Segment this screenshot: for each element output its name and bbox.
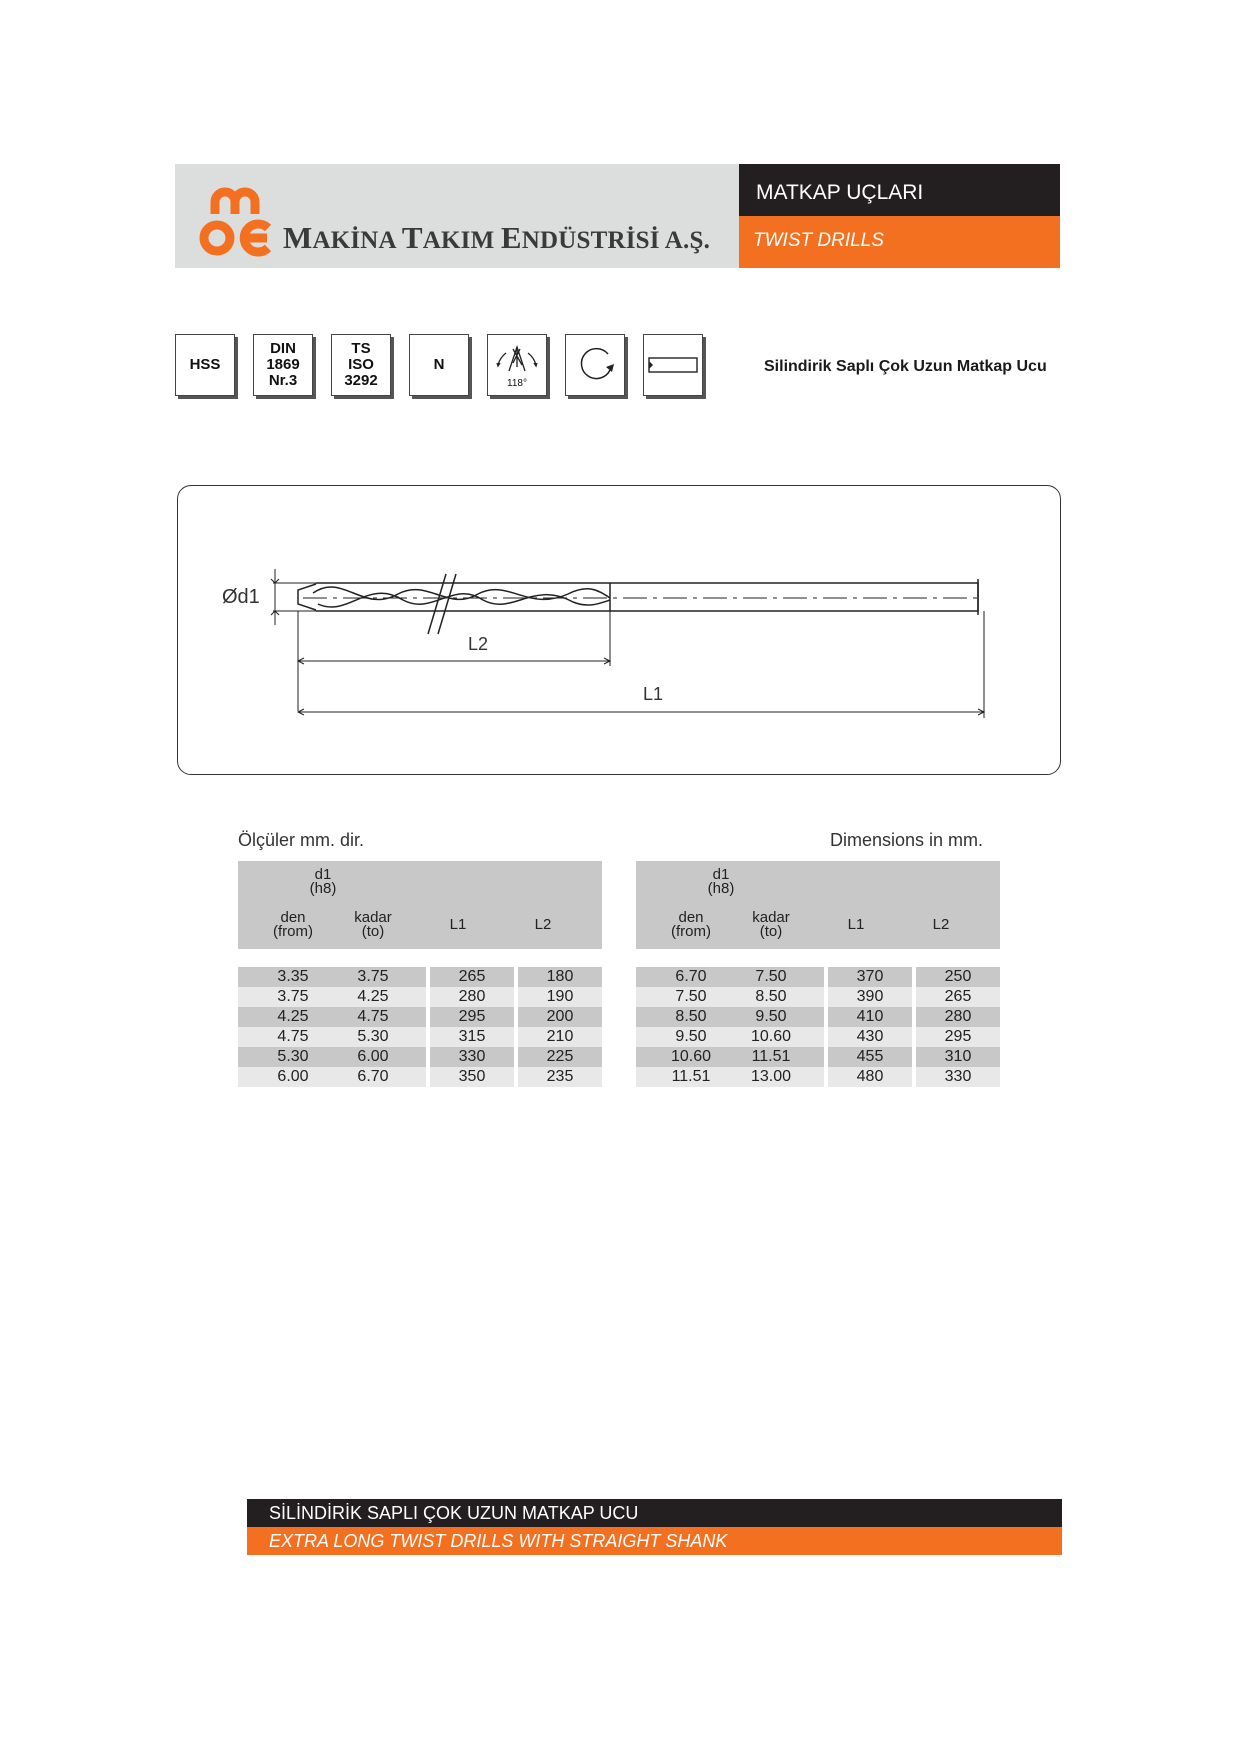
table-row [636, 1047, 1000, 1067]
cell-diameter-range [636, 987, 824, 1007]
cell-diameter-range [636, 967, 824, 987]
cell-l1: 410 [828, 1007, 912, 1027]
dimension-table-right [636, 861, 1000, 1087]
table-header [238, 861, 602, 949]
cell-from: 7.50 [675, 988, 707, 1005]
straight-shank-icon [647, 353, 699, 377]
title-turkish: MATKAP UÇLARI [739, 164, 1060, 216]
header-l1: L1 [449, 916, 467, 933]
table-row [636, 987, 1000, 1007]
cell-to: 6.70 [357, 1068, 389, 1085]
dimension-table-left [238, 861, 602, 1087]
header-to-en: (to) [759, 923, 783, 940]
cell-l1: 330 [430, 1047, 514, 1067]
table-row [238, 967, 602, 987]
spec-type: N [409, 334, 469, 396]
cell-diameter-range [636, 1067, 824, 1087]
header-to-en: (to) [361, 923, 385, 940]
header-d1: d1 [314, 866, 332, 883]
header-l1: L1 [847, 916, 865, 933]
cell-diameter-range [636, 1007, 824, 1027]
cell-l2: 310 [916, 1047, 1000, 1067]
cell-l1: 315 [430, 1027, 514, 1047]
table-body [238, 967, 602, 1087]
cell-l1: 370 [828, 967, 912, 987]
label-l1: L1 [643, 684, 664, 704]
cell-l2: 190 [518, 987, 602, 1007]
cell-from: 6.00 [277, 1068, 309, 1085]
header-d1: d1 [712, 866, 730, 883]
header-to: kadar [752, 909, 790, 926]
spec-rotation [565, 334, 625, 396]
spec-ts-iso: TS ISO 3292 [331, 334, 391, 396]
cell-from: 3.35 [277, 968, 309, 985]
company-logo-icon [195, 176, 277, 258]
footer-title-english: EXTRA LONG TWIST DRILLS WITH STRAIGHT SHANK [247, 1527, 1062, 1555]
table-row [636, 1067, 1000, 1087]
cell-to: 13.00 [750, 1068, 792, 1085]
header-from-en: (from) [273, 923, 313, 940]
table-body [636, 967, 1000, 1087]
header-h8: (h8) [707, 880, 735, 897]
cell-to: 3.75 [357, 968, 389, 985]
header-from: den [678, 909, 704, 926]
cell-l1: 265 [430, 967, 514, 987]
cell-diameter-range [238, 967, 426, 987]
spec-point-angle: 118° [487, 334, 547, 396]
cell-l2: 180 [518, 967, 602, 987]
cell-from: 6.70 [675, 968, 707, 985]
cell-diameter-range [238, 1027, 426, 1047]
cell-diameter-range [238, 987, 426, 1007]
cell-l2: 200 [518, 1007, 602, 1027]
table-row [238, 1027, 602, 1047]
header-l2: L2 [534, 916, 552, 933]
cell-l1: 430 [828, 1027, 912, 1047]
header-from: den [280, 909, 306, 926]
cell-l2: 265 [916, 987, 1000, 1007]
label-l2: L2 [468, 634, 489, 654]
title-english: TWIST DRILLS [739, 216, 1060, 268]
table-row [636, 1027, 1000, 1047]
drill-diagram [178, 486, 1062, 776]
cell-l1: 390 [828, 987, 912, 1007]
cell-to: 9.50 [755, 1008, 787, 1025]
header-h8: (h8) [309, 880, 337, 897]
table-row [636, 967, 1000, 987]
cell-to: 11.51 [751, 1048, 791, 1065]
point-angle-icon [489, 341, 545, 383]
cell-l2: 250 [916, 967, 1000, 987]
cell-l2: 225 [518, 1047, 602, 1067]
caption-left: Ölçüler mm. dir. [238, 830, 365, 850]
cell-to: 10.60 [750, 1028, 792, 1045]
footer-band [247, 1499, 1062, 1555]
cell-l1: 280 [430, 987, 514, 1007]
cell-diameter-range [636, 1027, 824, 1047]
cell-from: 11.51 [671, 1068, 711, 1085]
catalog-title [739, 164, 1060, 268]
cell-to: 5.30 [357, 1028, 389, 1045]
label-d1: Ød1 [222, 586, 260, 608]
cell-diameter-range [238, 1047, 426, 1067]
cell-l2: 235 [518, 1067, 602, 1087]
header-to: kadar [354, 909, 392, 926]
cell-diameter-range [636, 1047, 824, 1067]
table-row [238, 1067, 602, 1087]
cell-from: 4.25 [277, 1008, 309, 1025]
cell-l2: 330 [916, 1067, 1000, 1087]
header-from-en: (from) [671, 923, 711, 940]
cell-to: 7.50 [755, 968, 787, 985]
cell-to: 4.75 [357, 1008, 389, 1025]
cell-l2: 210 [518, 1027, 602, 1047]
cell-to: 4.25 [357, 988, 389, 1005]
product-description: Silindirik Saplı Çok Uzun Matkap Ucu [764, 358, 1047, 375]
spec-material: HSS [175, 334, 235, 396]
drill-drawing [177, 485, 1061, 775]
cell-l1: 295 [430, 1007, 514, 1027]
cell-l1: 350 [430, 1067, 514, 1087]
table-row [636, 1007, 1000, 1027]
cell-to: 8.50 [755, 988, 787, 1005]
caption-right: Dimensions in mm. [830, 830, 984, 850]
rotation-icon [572, 342, 618, 388]
cell-l1: 480 [828, 1067, 912, 1087]
cell-from: 5.30 [277, 1048, 309, 1065]
cell-from: 8.50 [675, 1008, 707, 1025]
cell-diameter-range [238, 1067, 426, 1087]
table-row [238, 1047, 602, 1067]
company-name: MAKİNA TAKIM ENDÜSTRİSİ A.Ş. [283, 220, 711, 255]
cell-from: 3.75 [277, 988, 309, 1005]
cell-to: 6.00 [357, 1048, 389, 1065]
cell-l2: 280 [916, 1007, 1000, 1027]
spec-din: DIN 1869 Nr.3 [253, 334, 313, 396]
cell-from: 10.60 [670, 1048, 712, 1065]
spec-shank [643, 334, 703, 396]
footer-title-turkish: SİLİNDİRİK SAPLI ÇOK UZUN MATKAP UCU [247, 1499, 1062, 1527]
cell-from: 9.50 [675, 1028, 707, 1045]
header-l2: L2 [932, 916, 950, 933]
table-header [636, 861, 1000, 949]
cell-diameter-range [238, 1007, 426, 1027]
table-row [238, 1007, 602, 1027]
cell-from: 4.75 [277, 1028, 309, 1045]
cell-l1: 455 [828, 1047, 912, 1067]
table-row [238, 987, 602, 1007]
cell-l2: 295 [916, 1027, 1000, 1047]
